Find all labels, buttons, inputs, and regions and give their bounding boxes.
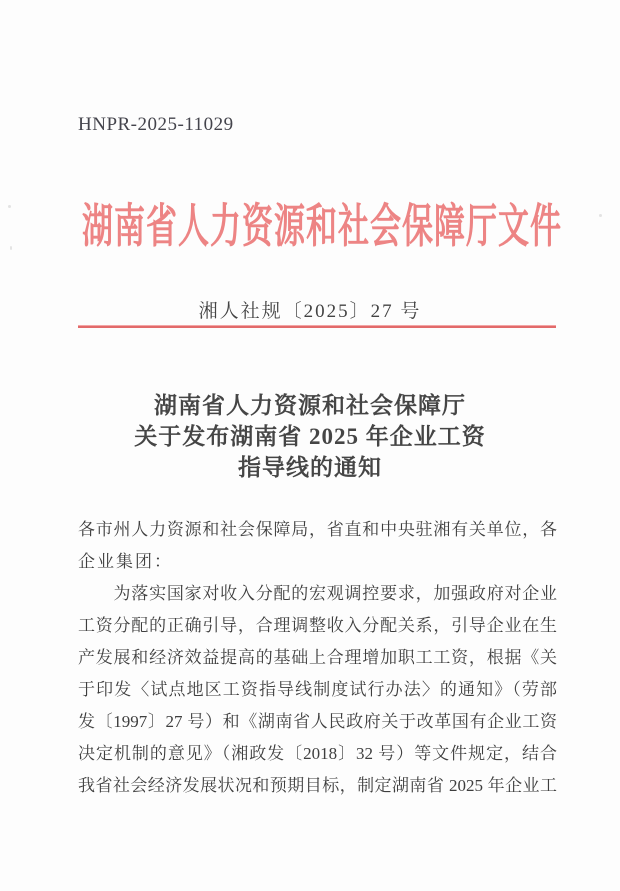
body-line: 我省社会经济发展状况和预期目标，制定湖南省 2025 年企业工 (78, 776, 557, 795)
letterhead-divider-rule (78, 325, 556, 328)
notice-title-line-2: 关于发布湖南省 2025 年企业工资 (134, 424, 486, 449)
document-code: HNPR-2025-11029 (78, 114, 234, 135)
notice-title (0, 390, 620, 483)
notice-body (78, 514, 557, 802)
body-line: 决定机制的意见》（湘政发〔2018〕32 号）等文件规定，结合 (78, 744, 557, 763)
notice-title-line-1: 湖南省人力资源和社会保障厅 (154, 393, 466, 418)
scan-artifact (8, 205, 11, 208)
letterhead-title: 湖南省人力资源和社会保障厅文件 (82, 200, 562, 253)
body-line: 于印发〈试点地区工资指导线制度试行办法〉的通知》（劳部 (78, 680, 557, 699)
body-line: 各市州人力资源和社会保障局，省直和中央驻湘有关单位，各 (78, 520, 557, 539)
body-line: 工资分配的正确引导，合理调整收入分配关系，引导企业在生 (78, 616, 557, 635)
notice-title-line-3: 指导线的通知 (238, 455, 382, 480)
reference-number: 湘人社规〔2025〕27 号 (198, 301, 422, 322)
body-line: 企业集团： (78, 552, 173, 571)
body-line: 产发展和经济效益提高的基础上合理增加职工工资，根据《关 (78, 648, 557, 667)
body-line: 发〔1997〕27 号）和《湖南省人民政府关于改革国有企业工资 (78, 712, 557, 731)
body-line: 为落实国家对收入分配的宏观调控要求，加强政府对企业 (78, 584, 557, 603)
